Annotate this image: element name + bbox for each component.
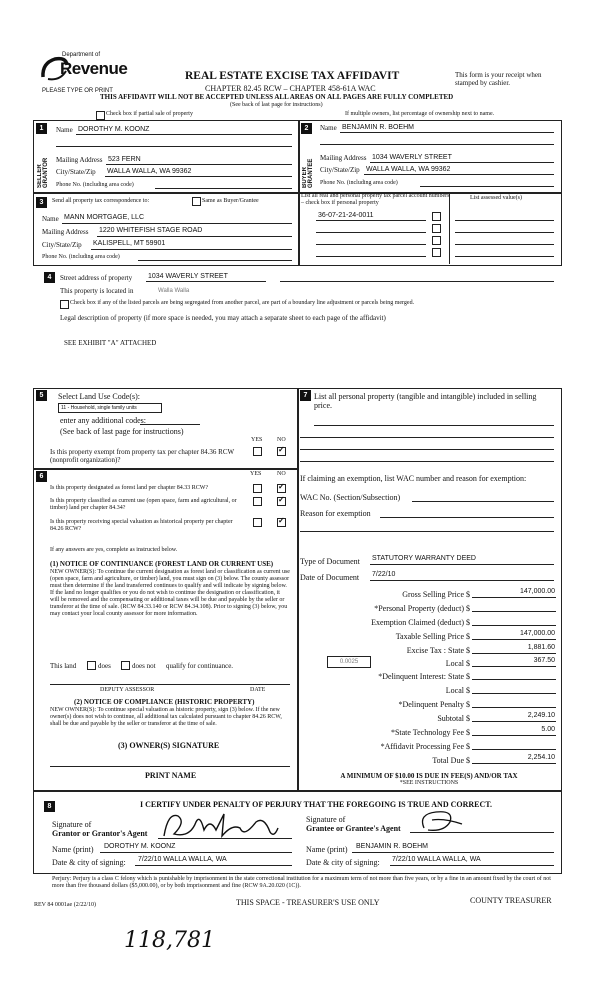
certify-statement: I CERTIFY UNDER PENALTY OF PERJURY THAT THE FOREGOING IS TRUE AND CORRECT. — [140, 800, 493, 809]
notice-continuance-body: NEW OWNER(S): To continue the current designation as forest land or classification as current use (open space, farm and agriculture, or timber) land, you must sign on (3) below. The county assessor must then determine if the land transferred continues to qualify and will indicate by signing below. If the land no longer qualifies or you do not wish to continue the designation or classification, it will be removed and the compensating or additional taxes will be due and payable by the seller or transferor at the time of sale. (RCW 84.33.140 or RCW 84.34.108). Prior to signing (3) below, you may contact your local county assessor for more information. — [50, 569, 290, 617]
buyer-name-label: Name — [320, 124, 337, 132]
seller-city-label: City/State/Zip — [56, 168, 96, 176]
land-use-see-back: (See back of last page for instructions) — [60, 427, 184, 436]
seller-mailing-label: Mailing Address — [56, 156, 103, 164]
exempt-yes-checkbox[interactable] — [253, 447, 262, 456]
doc-date-label: Date of Document — [300, 573, 360, 582]
does-label: does — [98, 662, 111, 670]
street-address-label: Street address of property — [60, 274, 133, 282]
section-3-badge: 3 — [36, 197, 47, 208]
delinquent-interest-state-label: *Delinquent Interest: State $ — [378, 672, 470, 681]
section-6-badge: 6 — [36, 471, 47, 482]
grantee-name-label: Name (print) — [306, 845, 348, 854]
buyer-city-value[interactable]: WALLA WALLA, WA 99362 — [366, 166, 451, 173]
receipt-note: This form is your receipt when stamped by cashier. — [455, 71, 542, 87]
s6-no-header: NO — [277, 471, 286, 477]
corr-city-value[interactable]: KALISPELL, MT 59901 — [93, 240, 166, 247]
form-number: REV 84 0001ae (2/22/10) — [34, 902, 97, 908]
total-due-value[interactable]: 2,254.10 — [527, 754, 555, 761]
taxable-price-label: Taxable Selling Price $ — [395, 632, 470, 641]
legal-description-value[interactable]: SEE EXHIBIT "A" ATTACHED — [64, 339, 157, 347]
grantor-sig-label-1: Signature of — [52, 820, 92, 829]
chapter-ref: CHAPTER 82.45 RCW – CHAPTER 458-61A WAC — [205, 84, 376, 93]
parcels-header-left: List all real and personal property tax parcel account numbers – check box if personal property — [301, 193, 450, 206]
multiple-owners-note: If multiple owners, list percentage of ownership next to name. — [345, 111, 495, 117]
gross-price-label: Gross Selling Price $ — [402, 590, 470, 599]
parcels-header-right: List assessed value(s) — [470, 195, 522, 201]
excise-local-value[interactable]: 367.50 — [533, 657, 555, 664]
historic-question: Is this property receiving special valuation as historical property per chapter 84.26 RCW? — [50, 519, 233, 532]
grantor-name-value[interactable]: DOROTHY M. KOONZ — [104, 843, 176, 850]
doc-date-value[interactable]: 7/22/10 — [372, 571, 396, 578]
forest-land-question: Is this property designated as forest land per chapter 84.33 RCW? — [50, 485, 209, 491]
county-treasurer-label: COUNTY TREASURER — [470, 896, 552, 905]
exemption-reason-label: Reason for exemption — [300, 509, 371, 518]
grantor-name-label: Name (print) — [52, 845, 94, 854]
street-address-value[interactable]: 1034 WAVERLY STREET — [148, 273, 228, 280]
taxable-price-value[interactable]: 147,000.00 — [519, 630, 555, 637]
partial-sale-checkbox[interactable] — [96, 111, 105, 120]
grantee-sig-label-2: Grantee or Grantee's Agent — [306, 824, 401, 833]
grantee-name-value[interactable]: BENJAMIN R. BOEHM — [356, 843, 428, 850]
grantee-signature[interactable] — [414, 808, 474, 838]
print-name-label: PRINT NAME — [145, 771, 197, 780]
excise-local-label: Local $ — [445, 659, 470, 668]
form-title: REAL ESTATE EXCISE TAX AFFIDAVIT — [185, 70, 400, 82]
grantor-sig-label-2: Grantor or Grantor's Agent — [52, 829, 148, 838]
section-7-badge: 7 — [300, 390, 311, 401]
section-1-badge: 1 — [36, 123, 47, 134]
qualify-label: qualify for continuance. — [166, 662, 234, 670]
grantor-date-label: Date & city of signing: — [52, 858, 126, 867]
segregated-checkbox[interactable] — [60, 300, 69, 309]
if-yes-instruction: If any answers are yes, complete as instructed below. — [50, 547, 178, 553]
exemption-claimed-label: Exemption Claimed (deduct) $ — [371, 618, 470, 627]
segregated-label: Check box if any of the listed parcels are being segregated from another parcel, are part of a boundary line adjustment or parcels being merged. — [70, 300, 415, 306]
s6-yes-header: YES — [250, 471, 262, 477]
historic-yes-checkbox[interactable] — [253, 518, 262, 527]
current-use-question: Is this property classified as current use (open space, farm and agricultural, or timber) land per chapter 84.34? — [50, 498, 237, 511]
land-use-no-header: NO — [277, 437, 286, 443]
corr-phone-label: Phone No. (including area code) — [42, 254, 120, 260]
parcel-1-value[interactable]: 36-07-21-24-0011 — [318, 212, 374, 219]
historic-no-checkbox[interactable] — [277, 518, 286, 527]
personal-property-label: List all personal property (tangible and intangible) included in selling price. — [314, 392, 537, 410]
perjury-note: Perjury: Perjury is a class C felony which is punishable by imprisonment in the state correctional institution for a maximum term of not more than five years, or by a fine in an amount fixed by the court of not more than five thousand dollars ($5,000.00), or by both imprisonment and fine (RCW 9A.20.020 (1C)). — [52, 876, 551, 889]
land-use-label: Select Land Use Code(s): — [58, 392, 140, 401]
total-due-label: Total Due $ — [432, 756, 470, 765]
grantee-date-value[interactable]: 7/22/10 WALLA WALLA, WA — [392, 856, 481, 863]
see-back-note: (See back of last page for instructions) — [230, 102, 323, 108]
affidavit-fee-label: *Affidavit Processing Fee $ — [380, 742, 470, 751]
legal-description-label: Legal description of property (if more space is needed, you may attach a separate sheet to each page of the affidavit) — [60, 314, 386, 322]
this-land-label: This land — [50, 662, 77, 670]
does-not-label: does not — [132, 662, 156, 670]
grantee-date-label: Date & city of signing: — [306, 858, 380, 867]
dor-logo — [40, 52, 128, 86]
logo-small-text: Department of — [62, 52, 101, 58]
additional-codes-label: enter any additional codes: — [60, 416, 146, 425]
minimum-due-note: A MINIMUM OF $10.00 IS DUE IN FEE(S) AND/OR TAX — [340, 772, 518, 780]
grantee-sig-label-1: Signature of — [306, 815, 346, 824]
seller-name-label: Name — [56, 126, 73, 134]
does-checkbox[interactable] — [87, 661, 96, 670]
land-use-code-select[interactable]: 11 - Household, single family units — [58, 403, 162, 413]
same-as-buyer-checkbox[interactable] — [192, 197, 201, 206]
parcel-2-checkbox[interactable] — [432, 224, 441, 233]
forest-yes-checkbox[interactable] — [253, 484, 262, 493]
section-4-badge: 4 — [44, 272, 55, 283]
exempt-no-checkbox[interactable] — [277, 447, 286, 456]
section-2-badge: 2 — [301, 123, 312, 134]
owner-signature-label: (3) OWNER(S) SIGNATURE — [118, 741, 220, 750]
notice-compliance-title: (2) NOTICE OF COMPLIANCE (HISTORIC PROPERTY) — [74, 698, 255, 706]
excise-state-label: Excise Tax : State $ — [406, 646, 470, 655]
current-use-yes-checkbox[interactable] — [253, 497, 262, 506]
buyer-side-label: BUYER GRANTEE — [302, 158, 314, 188]
does-not-checkbox[interactable] — [121, 661, 130, 670]
seller-city-value[interactable]: WALLA WALLA, WA 99362 — [107, 168, 192, 175]
corr-name-value[interactable]: MANN MORTGAGE, LLC — [64, 214, 144, 221]
handwritten-number: 118,781 — [124, 928, 215, 953]
deputy-assessor-label: DEPUTY ASSESSOR — [100, 687, 155, 693]
treasurer-space-label: THIS SPACE - TREASURER'S USE ONLY — [236, 898, 380, 907]
state-tech-fee-label: *State Technology Fee $ — [390, 728, 470, 737]
wac-label: WAC No. (Section/Subsection) — [300, 493, 401, 502]
seller-name-value[interactable]: DOROTHY M. KOONZ — [78, 126, 150, 133]
partial-sale-label: Check box if partial sale of property — [106, 111, 193, 117]
corr-name-label: Name — [42, 215, 59, 223]
parcel-1-checkbox[interactable] — [432, 212, 441, 221]
buyer-mailing-value[interactable]: 1034 WAVERLY STREET — [372, 154, 452, 161]
personal-property-deduct-label: *Personal Property (deduct) $ — [374, 604, 470, 613]
accept-warning: THIS AFFIDAVIT WILL NOT BE ACCEPTED UNLESS ALL AREAS ON ALL PAGES ARE FULLY COMPLETED — [100, 93, 454, 101]
parcel-3-checkbox[interactable] — [432, 236, 441, 245]
send-correspondence-label: Send all property tax correspondence to: — [52, 198, 150, 204]
notice-compliance-body: NEW OWNER(S): To continue special valuation as historic property, sign (3) below. If the new owner(s) does not wish to continue, all additional tax calculated pursuant to chapter 84.26 RCW, shall be due and payable by the seller or transferor at the time of sale. — [50, 707, 282, 727]
local-rate-box[interactable]: 0.0025 — [327, 656, 371, 668]
exempt-question: Is this property exempt from property tax per chapter 84.36 RCW (nonprofit organization)? — [50, 448, 234, 464]
deputy-date-label: DATE — [250, 687, 266, 693]
corr-mailing-value[interactable]: 1220 WHITEFISH STAGE ROAD — [99, 227, 203, 234]
corr-mailing-label: Mailing Address — [42, 228, 89, 236]
corr-city-label: City/State/Zip — [42, 241, 82, 249]
current-use-no-checkbox[interactable] — [277, 497, 286, 506]
exemption-label: If claiming an exemption, list WAC number and reason for exemption: — [300, 474, 527, 483]
buyer-phone-label: Phone No. (including area code) — [320, 180, 398, 186]
seller-phone-label: Phone No. (including area code) — [56, 182, 134, 188]
excise-state-value[interactable]: 1,881.60 — [527, 644, 555, 651]
section-8-badge: 8 — [44, 801, 55, 812]
see-instructions-note: *SEE INSTRUCTIONS — [399, 780, 459, 786]
subtotal-label: Subtotal $ — [437, 714, 470, 723]
doc-type-value[interactable]: STATUTORY WARRANTY DEED — [372, 555, 476, 562]
print-instruction: PLEASE TYPE OR PRINT — [42, 88, 113, 94]
section-5-badge: 5 — [36, 390, 47, 401]
delinquent-interest-local-label: Local $ — [445, 686, 470, 695]
subtotal-value[interactable]: 2,249.10 — [527, 712, 555, 719]
parcel-4-checkbox[interactable] — [432, 248, 441, 257]
located-label: This property is located in — [60, 287, 134, 295]
grantor-date-value[interactable]: 7/22/10 WALLA WALLA, WA — [138, 856, 227, 863]
buyer-name-value[interactable]: BENJAMIN R. BOEHM — [342, 124, 414, 131]
buyer-mailing-label: Mailing Address — [320, 154, 367, 162]
same-as-buyer-label: Same as Buyer/Grantee — [202, 198, 259, 204]
seller-mailing-value[interactable]: 523 FERN — [108, 156, 141, 163]
gross-price-value[interactable]: 147,000.00 — [519, 588, 555, 595]
located-value[interactable]: Walla Walla — [158, 288, 190, 294]
state-tech-fee-value[interactable]: 5.00 — [541, 726, 555, 733]
seller-side-label: SELLER GRANTOR — [37, 157, 49, 188]
notice-continuance-title: (1) NOTICE OF CONTINUANCE (FOREST LAND OR CURRENT USE) — [50, 560, 274, 568]
land-use-yes-header: YES — [251, 437, 263, 443]
logo-main-text: Revenue — [60, 59, 128, 78]
delinquent-penalty-label: *Delinquent Penalty $ — [398, 700, 470, 709]
forest-no-checkbox[interactable] — [277, 484, 286, 493]
buyer-city-label: City/State/Zip — [320, 166, 360, 174]
doc-type-label: Type of Document — [300, 557, 360, 566]
